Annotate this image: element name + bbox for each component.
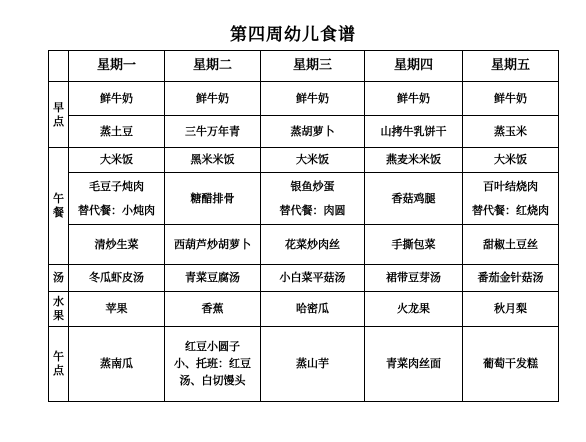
fruit-row (49, 292, 559, 327)
cell-snack-thu: 青菜肉丝面 (365, 327, 463, 402)
menu-table (48, 50, 559, 402)
cell-lunch-staple-wed: 大米饭 (261, 148, 365, 173)
cell-fruit-fri: 秋月梨 (463, 292, 559, 327)
category-breakfast: 早 点 (49, 82, 69, 148)
cell-soup-wed: 小白菜平菇汤 (261, 265, 365, 292)
cell-fruit-tue: 香蕉 (165, 292, 261, 327)
page-title: 第四周幼儿食谱 (230, 25, 356, 45)
cell-breakfast-thu-1: 鲜牛奶 (365, 82, 463, 116)
cell-lunch-main-wed: 银鱼炒蛋 替代餐：肉圆 (261, 173, 365, 225)
cell-lunch-main-thu: 香菇鸡腿 (365, 173, 463, 225)
lunch-row-main (49, 173, 559, 225)
cell-breakfast-tue-1: 鲜牛奶 (165, 82, 261, 116)
corner-cell (49, 51, 69, 82)
day-header-wednesday: 星期三 (261, 51, 365, 82)
cell-breakfast-thu-2: 山拷牛乳饼干 (365, 116, 463, 148)
cell-snack-mon: 蒸南瓜 (69, 327, 165, 402)
cell-soup-thu: 裙带豆芽汤 (365, 265, 463, 292)
cell-breakfast-wed-2: 蒸胡萝卜 (261, 116, 365, 148)
cell-soup-tue: 青菜豆腐汤 (165, 265, 261, 292)
header-row (49, 51, 559, 82)
cell-breakfast-mon-1: 鲜牛奶 (69, 82, 165, 116)
cell-lunch-veg-fri: 甜椒土豆丝 (463, 225, 559, 265)
cell-breakfast-fri-2: 蒸玉米 (463, 116, 559, 148)
cell-lunch-main-fri: 百叶结烧肉 替代餐：红烧肉 (463, 173, 559, 225)
cell-breakfast-fri-1: 鲜牛奶 (463, 82, 559, 116)
day-header-friday: 星期五 (463, 51, 559, 82)
soup-row (49, 265, 559, 292)
cell-lunch-veg-tue: 西葫芦炒胡萝卜 (165, 225, 261, 265)
cell-snack-fri: 葡萄干发糕 (463, 327, 559, 402)
cell-snack-wed: 蒸山芋 (261, 327, 365, 402)
cell-lunch-staple-mon: 大米饭 (69, 148, 165, 173)
cell-breakfast-mon-2: 蒸土豆 (69, 116, 165, 148)
breakfast-row-snack (49, 116, 559, 148)
cell-lunch-veg-wed: 花菜炒肉丝 (261, 225, 365, 265)
cell-lunch-main-tue: 糖醋排骨 (165, 173, 261, 225)
category-snack: 午 点 (49, 327, 69, 402)
cell-soup-fri: 番茄金针菇汤 (463, 265, 559, 292)
cell-lunch-staple-fri: 大米饭 (463, 148, 559, 173)
category-fruit: 水 果 (49, 292, 69, 327)
cell-snack-tue: 红豆小圆子 小、托班：红豆 汤、白切馒头 (165, 327, 261, 402)
day-header-tuesday: 星期二 (165, 51, 261, 82)
day-header-monday: 星期一 (69, 51, 165, 82)
cell-breakfast-wed-1: 鲜牛奶 (261, 82, 365, 116)
category-soup: 汤 (49, 265, 69, 292)
cell-lunch-main-mon: 毛豆子炖肉 替代餐：小炖肉 (69, 173, 165, 225)
cell-soup-mon: 冬瓜虾皮汤 (69, 265, 165, 292)
cell-lunch-veg-mon: 清炒生菜 (69, 225, 165, 265)
day-header-thursday: 星期四 (365, 51, 463, 82)
lunch-row-staple (49, 148, 559, 173)
cell-lunch-veg-thu: 手撕包菜 (365, 225, 463, 265)
cell-fruit-mon: 苹果 (69, 292, 165, 327)
cell-lunch-staple-thu: 燕麦米米饭 (365, 148, 463, 173)
cell-fruit-thu: 火龙果 (365, 292, 463, 327)
lunch-row-veg (49, 225, 559, 265)
category-lunch: 午 餐 (49, 148, 69, 265)
cell-breakfast-tue-2: 三牛万年青 (165, 116, 261, 148)
cell-fruit-wed: 哈密瓜 (261, 292, 365, 327)
cell-lunch-staple-tue: 黑米米饭 (165, 148, 261, 173)
snack-row (49, 327, 559, 402)
breakfast-row-milk (49, 82, 559, 116)
